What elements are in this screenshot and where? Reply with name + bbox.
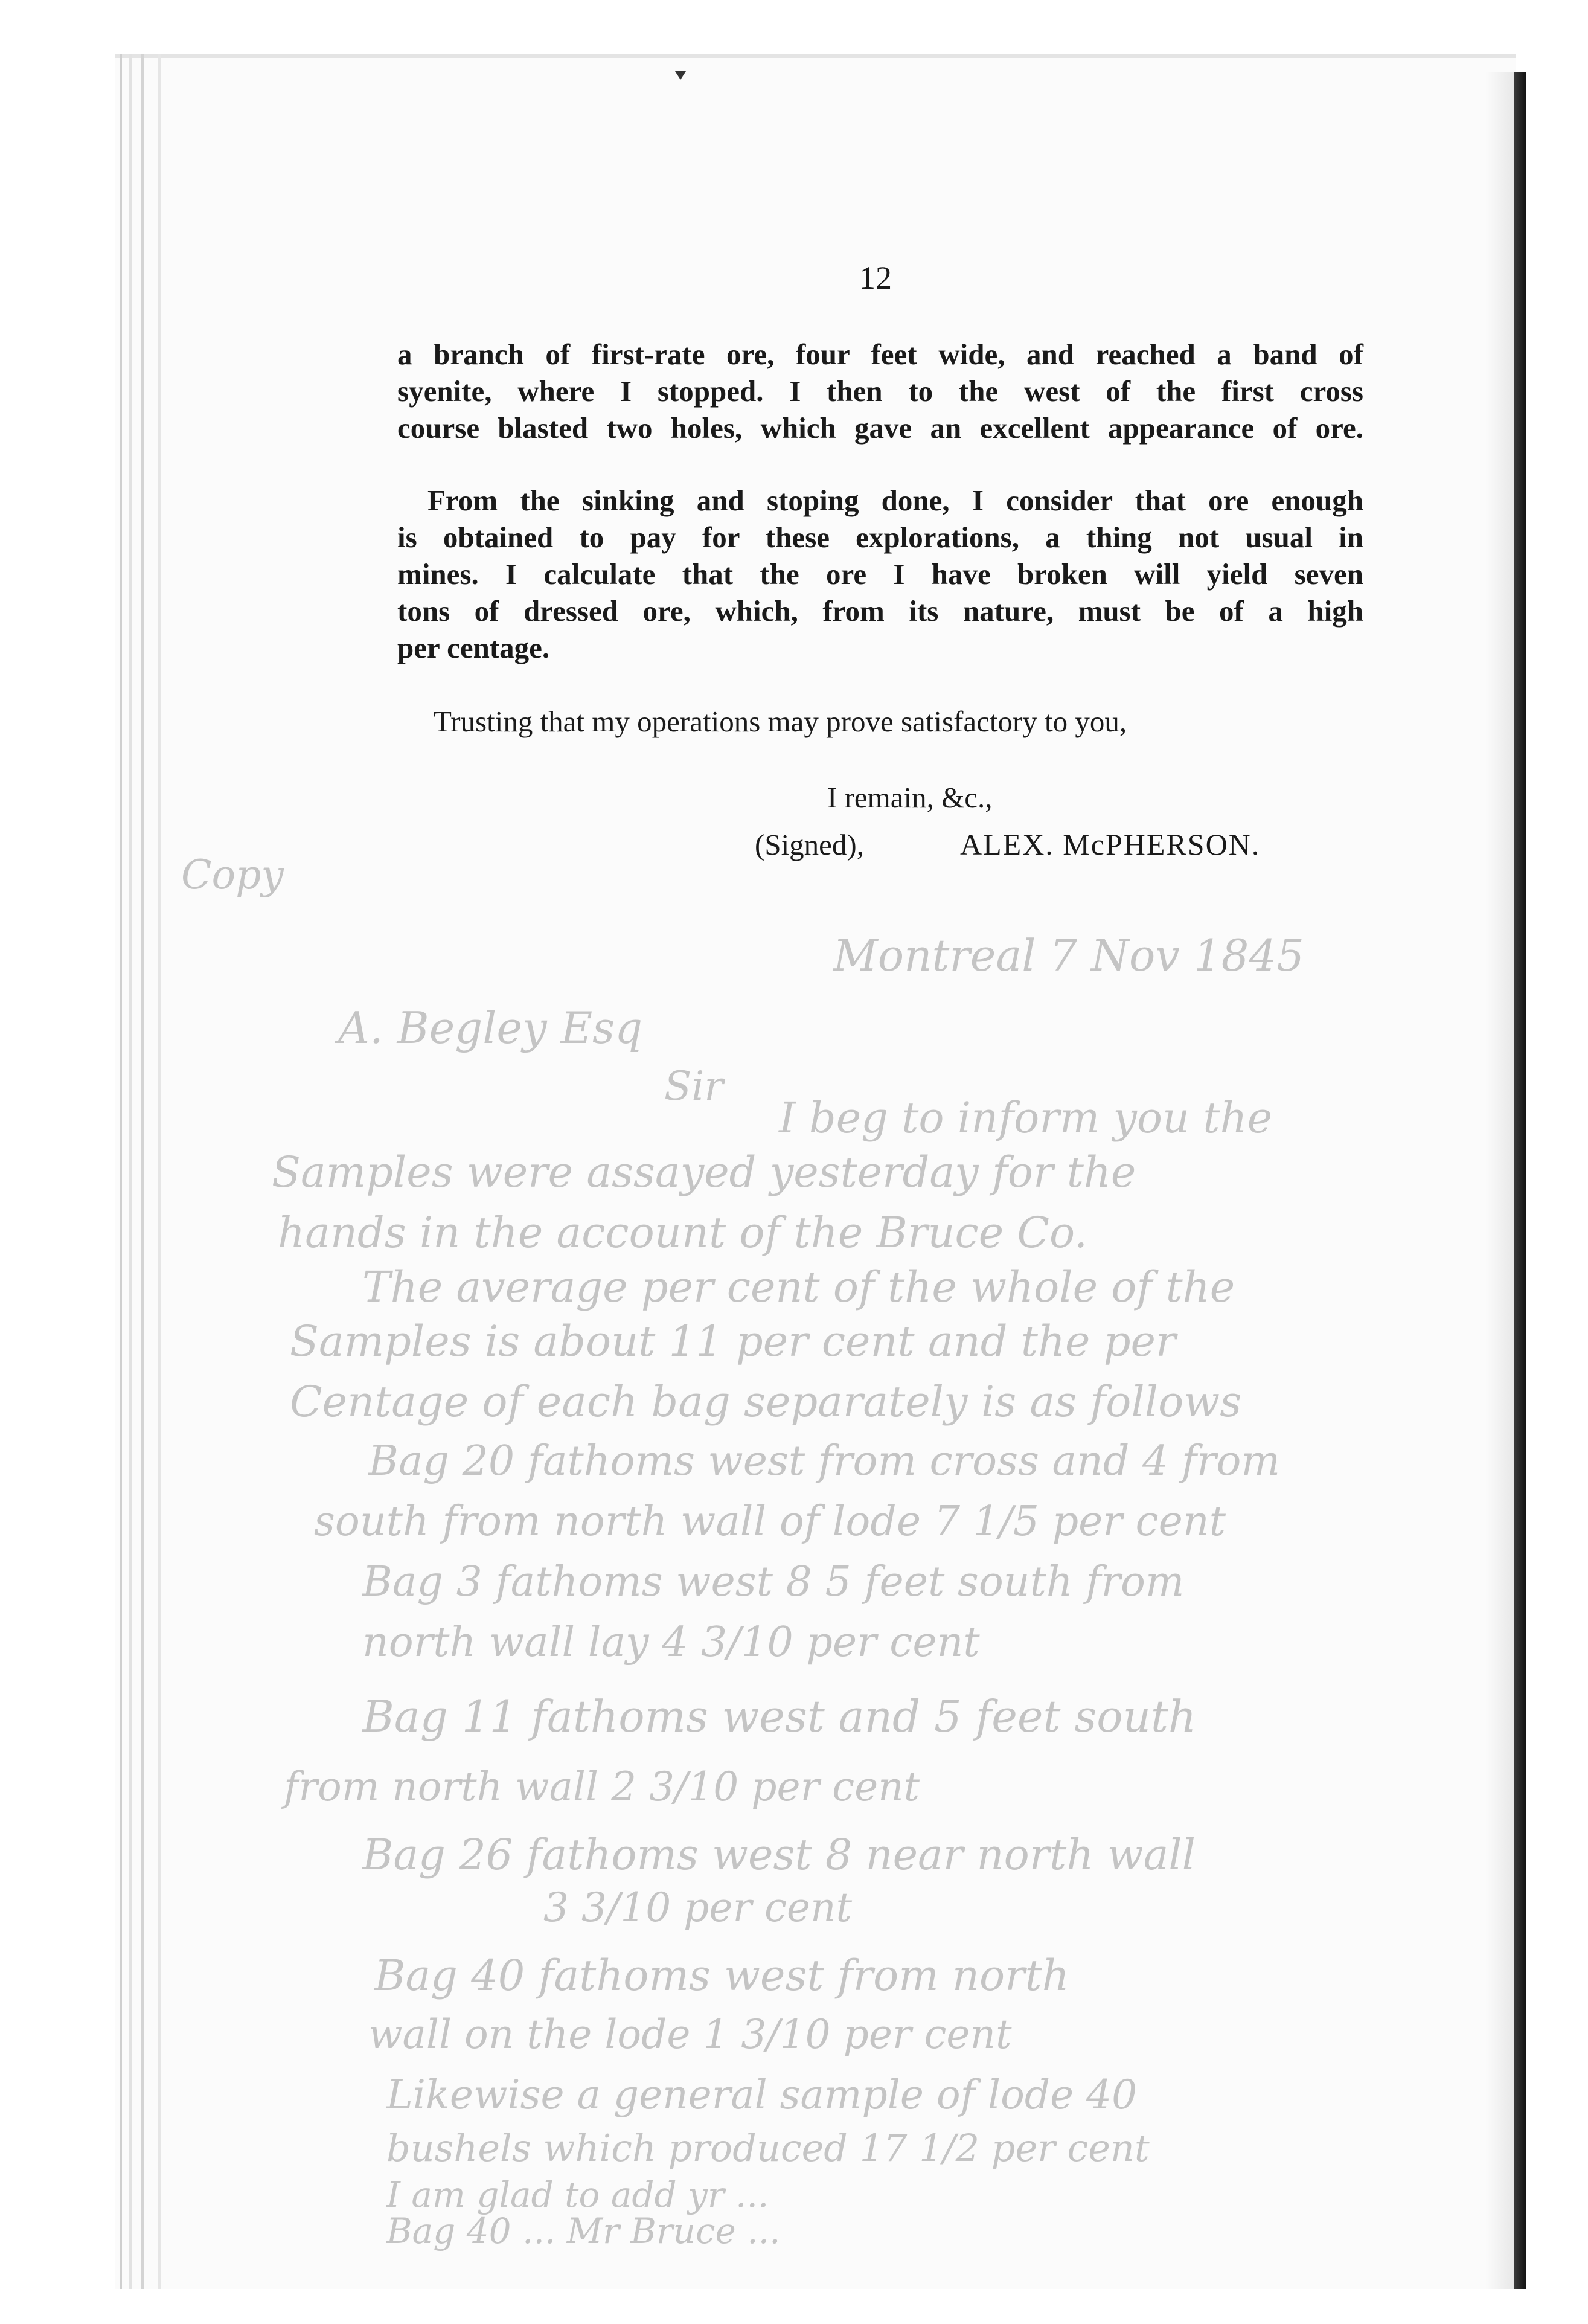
text-line: mines. I calculate that the ore I have broken will yield seven	[397, 557, 1363, 591]
handwriting-line: Bag 40 ... Mr Bruce ...	[386, 2210, 781, 2252]
handwriting-line: bushels which produced 17 1/2 per cent	[386, 2126, 1150, 2170]
text-line: is obtained to pay for these explorations, a thing not usual in	[397, 521, 1363, 554]
handwriting-line: from north wall 2 3/10 per cent	[284, 1764, 920, 1810]
handwriting-line: Centage of each bag separately is as follows	[290, 1377, 1242, 1427]
handwriting-line: north wall lay 4 3/10 per cent	[362, 1619, 980, 1666]
paragraph	[397, 482, 1363, 666]
signed-label: (Signed),	[755, 828, 864, 861]
handwriting-line: Samples were assayed yesterday for the	[272, 1148, 1136, 1197]
handwriting-line: wall on the lode 1 3/10 per cent	[368, 2011, 1012, 2058]
handwriting-line: Bag 11 fathoms west and 5 feet south	[362, 1691, 1197, 1742]
handwriting-line: hands in the account of the Bruce Co.	[278, 1208, 1088, 1257]
handwriting-line: south from north wall of lode 7 1/5 per cent	[314, 1498, 1226, 1546]
handwriting-line: The average per cent of the whole of the	[362, 1262, 1235, 1312]
text-line: syenite, where I stopped. I then to the west of the first cross	[397, 374, 1363, 408]
text-line: tons of dressed ore, which, from its nature, must be of a high	[397, 594, 1363, 628]
handwriting-line: Bag 3 fathoms west 8 5 feet south from	[362, 1558, 1185, 1606]
text-line: per centage.	[397, 631, 550, 664]
handwriting-line: Bag 26 fathoms west 8 near north wall	[362, 1830, 1196, 1879]
handwriting-line: I am glad to add yr ...	[386, 2174, 769, 2215]
handwriting-line: 3 3/10 per cent	[543, 1884, 853, 1931]
handwriting-line: I beg to inform you the	[779, 1093, 1272, 1143]
handwriting-line: Likewise a general sample of lode 40	[386, 2072, 1138, 2118]
text-line: From the sinking and stoping done, I consider that ore enough	[427, 484, 1363, 517]
handwriting-line: Samples is about 11 per cent and the per	[290, 1317, 1176, 1366]
handwriting-line: A. Begley Esq	[338, 1003, 643, 1053]
paragraph	[397, 336, 1363, 446]
handwriting-line: Bag 20 fathoms west from cross and 4 from	[368, 1437, 1280, 1485]
handwriting-line: Bag 40 fathoms west from north	[374, 1951, 1069, 2000]
handwriting-line: Sir	[664, 1063, 723, 1109]
handwriting-line: Copy	[181, 852, 284, 898]
text-line: a branch of first-rate ore, four feet wide, and reached a band of	[397, 338, 1363, 371]
handwriting-line: Montreal 7 Nov 1845	[833, 930, 1305, 981]
text-line: course blasted two holes, which gave an excellent appearance of ore.	[397, 411, 1363, 445]
valediction: I remain, &c.,	[827, 781, 993, 814]
closing-line: Trusting that my operations may prove satisfactory to you,	[434, 705, 1127, 738]
page-number: 12	[859, 260, 892, 296]
signature-name: ALEX. McPHERSON.	[960, 827, 1261, 861]
